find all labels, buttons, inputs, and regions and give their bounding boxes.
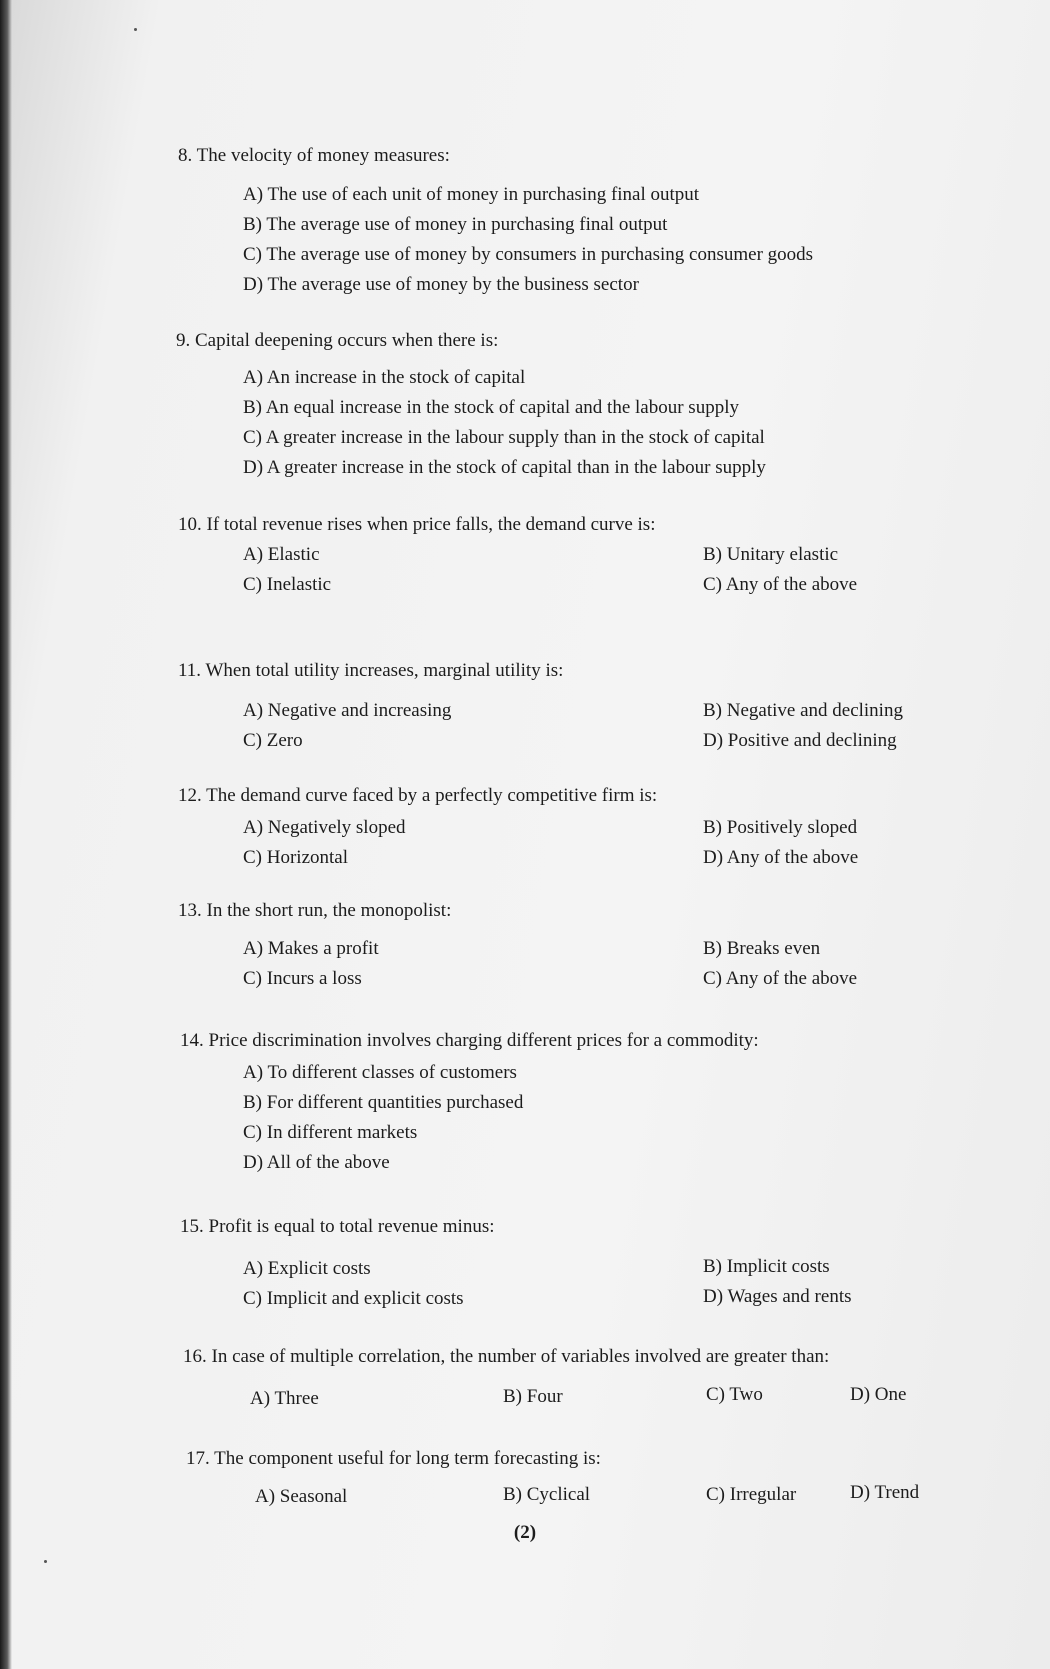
question-8-option-b: B) The average use of money in purchasing final output bbox=[243, 214, 668, 235]
question-12-option-d: D) Any of the above bbox=[703, 847, 859, 868]
question-10-option-d: C) Any of the above bbox=[703, 574, 858, 595]
question-15-option-d: D) Wages and rents bbox=[703, 1286, 852, 1307]
question-14-option-a: A) To different classes of customers bbox=[243, 1062, 517, 1083]
question-14-option-c: C) In different markets bbox=[243, 1122, 418, 1143]
question-17-option-d: D) Trend bbox=[850, 1482, 920, 1503]
question-13-option-b: B) Breaks even bbox=[703, 938, 821, 959]
question-9-option-a: A) An increase in the stock of capital bbox=[243, 367, 526, 388]
question-11-option-d: D) Positive and declining bbox=[703, 730, 897, 751]
question-9-stem: 9. Capital deepening occurs when there is: bbox=[176, 330, 499, 351]
page-number: (2) bbox=[513, 1522, 537, 1543]
question-16-stem: 16. In case of multiple correlation, the number of variables involved are greater than: bbox=[183, 1346, 830, 1367]
question-11-option-b: B) Negative and declining bbox=[703, 700, 903, 721]
question-14-option-d: D) All of the above bbox=[243, 1152, 390, 1173]
question-13-option-c: C) Incurs a loss bbox=[243, 968, 362, 989]
question-10-option-c: C) Inelastic bbox=[243, 574, 332, 595]
question-11-option-a: A) Negative and increasing bbox=[243, 700, 452, 721]
question-14-option-b: B) For different quantities purchased bbox=[243, 1092, 524, 1113]
question-11-stem: 11. When total utility increases, marginal utility is: bbox=[178, 660, 564, 681]
question-8-option-d: D) The average use of money by the business sector bbox=[243, 274, 639, 295]
question-13-option-d: C) Any of the above bbox=[703, 968, 858, 989]
scan-speck bbox=[134, 28, 137, 31]
question-10-option-a: A) Elastic bbox=[243, 544, 320, 565]
question-15-option-c: C) Implicit and explicit costs bbox=[243, 1288, 464, 1309]
question-10-stem: 10. If total revenue rises when price falls, the demand curve is: bbox=[178, 514, 656, 535]
scan-speck bbox=[44, 1560, 47, 1563]
question-15-option-b: B) Implicit costs bbox=[703, 1256, 830, 1277]
question-15-option-a: A) Explicit costs bbox=[243, 1258, 371, 1279]
question-8-option-a: A) The use of each unit of money in purchasing final output bbox=[243, 184, 700, 205]
question-9-option-b: B) An equal increase in the stock of capital and the labour supply bbox=[243, 397, 739, 418]
question-12-option-b: B) Positively sloped bbox=[703, 817, 858, 838]
question-10-option-b: B) Unitary elastic bbox=[703, 544, 839, 565]
question-13-stem: 13. In the short run, the monopolist: bbox=[178, 900, 452, 921]
question-15-stem: 15. Profit is equal to total revenue minus: bbox=[180, 1216, 495, 1237]
question-8-option-c: C) The average use of money by consumers in purchasing consumer goods bbox=[243, 244, 814, 265]
question-17-option-b: B) Cyclical bbox=[503, 1484, 591, 1505]
question-13-option-a: A) Makes a profit bbox=[243, 938, 379, 959]
question-12-stem: 12. The demand curve faced by a perfectly competitive firm is: bbox=[178, 785, 658, 806]
question-16-option-b: B) Four bbox=[503, 1386, 563, 1407]
question-9-option-c: C) A greater increase in the labour supply than in the stock of capital bbox=[243, 427, 765, 448]
question-16-option-c: C) Two bbox=[706, 1384, 763, 1405]
question-8-stem: 8. The velocity of money measures: bbox=[178, 145, 450, 166]
question-16-option-d: D) One bbox=[850, 1384, 907, 1405]
question-17-option-c: C) Irregular bbox=[706, 1484, 797, 1505]
question-12-option-a: A) Negatively sloped bbox=[243, 817, 406, 838]
question-17-stem: 17. The component useful for long term forecasting is: bbox=[186, 1448, 601, 1469]
question-9-option-d: D) A greater increase in the stock of capital than in the labour supply bbox=[243, 457, 766, 478]
question-12-option-c: C) Horizontal bbox=[243, 847, 349, 868]
question-16-option-a: A) Three bbox=[250, 1388, 319, 1409]
question-14-stem: 14. Price discrimination involves charging different prices for a commodity: bbox=[180, 1030, 759, 1051]
question-17-option-a: A) Seasonal bbox=[255, 1486, 348, 1507]
question-11-option-c: C) Zero bbox=[243, 730, 303, 751]
